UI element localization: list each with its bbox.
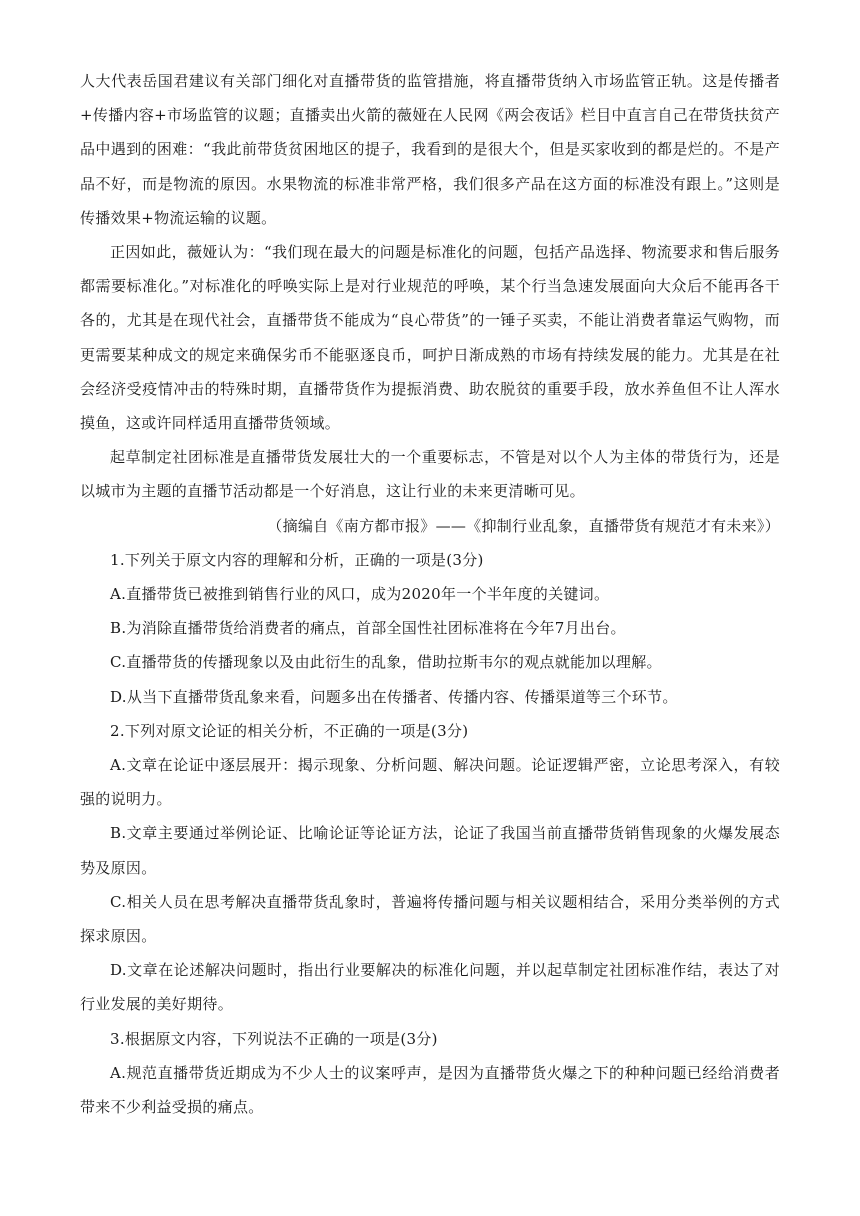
option-a: A.规范直播带货近期成为不少人士的议案呼声，是因为直播带货火爆之下的种种问题已经给消费者带来不少利益受损的痛点。	[80, 1063, 780, 1117]
question-stem: 2.下列对原文论证的相关分析，不正确的一项是(3分)	[110, 721, 469, 740]
option-d: D.从当下直播带货乱象来看，问题多出在传播者、传播内容、传播渠道等三个环节。	[110, 687, 678, 706]
option-b: B.为消除直播带货给消费者的痛点，首部全国性社团标准将在今年7月出台。	[110, 619, 626, 638]
option-a: A.文章在论证中逐层展开：揭示现象、分析问题、解决问题。论证逻辑严密，立论思考深入，有较强的说明力。	[80, 756, 780, 809]
document-body	[80, 64, 780, 1124]
option-c: C.直播带货的传播现象以及由此衍生的乱象，借助拉斯韦尔的观点就能加以理解。	[110, 653, 662, 672]
option-d: D.文章在论述解决问题时，指出行业要解决的标准化问题，并以起草制定社团标准作结，表达了对行业发展的美好期待。	[80, 961, 780, 1014]
article-paragraph-3: 起草制定社团标准是直播带货发展壮大的一个重要标志，不管是对以个人为主体的带货行为，还是以城市为主题的直播节活动都是一个好消息，这让行业的未来更清晰可见。	[80, 448, 780, 501]
option-a: A.直播带货已被推到销售行业的风口，成为2020年一个半年度的关键词。	[110, 585, 610, 604]
question-stem: 3.根据原文内容，下列说法不正确的一项是(3分)	[110, 1029, 438, 1048]
article-paragraph-2: 正因如此，薇娅认为：“我们现在最大的问题是标准化的问题，包括产品选择、物流要求和售后服务都需要标准化。”对标准化的呼唤实际上是对行业规范的呼唤，某个行当急速发展面向大众后不能再各干各的，尤其是在现代社会，直播带货不能成为“良心带货”的一锤子买卖，不能让消费者靠运气购物，而更需要某种成文的规定来确保劣币不能驱逐良币，呵护日渐成熟的市场有持续发展的能力。尤其是在社会经济受疫情冲击的特殊时期，直播带货作为提振消费、助农脱贫的重要手段，放水养鱼但不让人浑水摸鱼，这或许同样适用直播带货领域。	[80, 243, 780, 433]
question-1	[80, 543, 780, 714]
option-c: C.相关人员在思考解决直播带货乱象时，普遍将传播问题与相关议题相结合，采用分类举例的方式探求原因。	[80, 892, 780, 946]
question-3	[80, 1022, 780, 1125]
article-paragraph-1: 人大代表岳国君建议有关部门细化对直播带货的监管措施，将直播带货纳入市场监管正轨。这是传播者+传播内容+市场监管的议题；直播卖出火箭的薇娅在人民网《两会夜话》栏目中直言自己在带货扶贫产品中遇到的困难：“我此前带货贫困地区的提子，我看到的是很大个，但是买家收到的都是烂的。不是产品不好，而是物流的原因。水果物流的标准非常严格，我们很多产品在这方面的标准没有跟上。”这则是传播效果+物流运输的议题。	[80, 72, 780, 227]
question-2	[80, 714, 780, 1022]
article-source: （摘编自《南方都市报》——《抑制行业乱象，直播带货有规范才有未来》）	[267, 516, 780, 535]
option-b: B.文章主要通过举例论证、比喻论证等论证方法，论证了我国当前直播带货销售现象的火爆发展态势及原因。	[80, 824, 780, 877]
question-stem: 1.下列关于原文内容的理解和分析，正确的一项是(3分)	[110, 550, 484, 569]
